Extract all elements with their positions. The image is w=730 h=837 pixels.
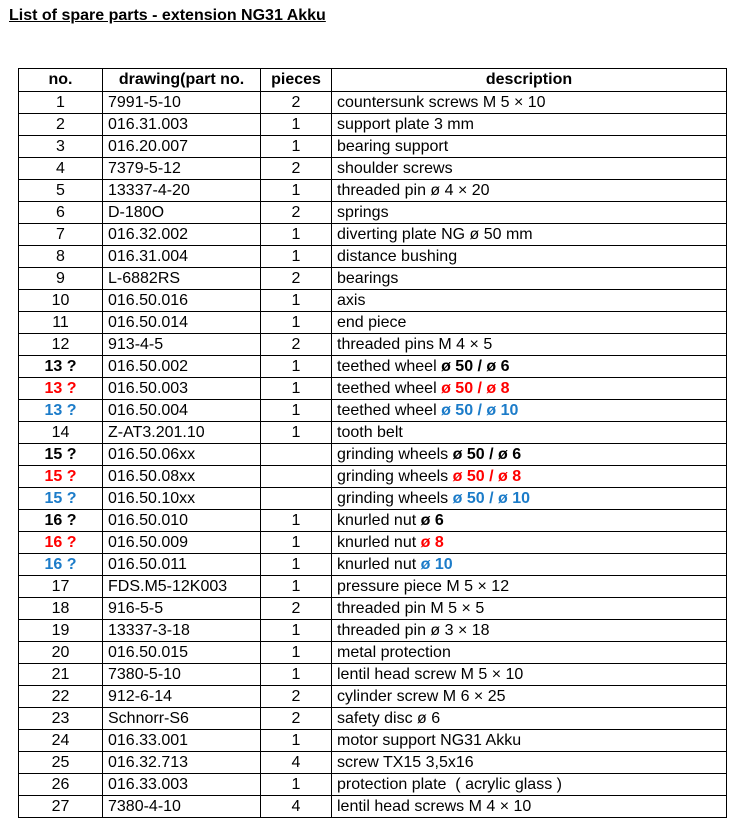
cell-description	[332, 180, 727, 202]
cell-description	[332, 598, 727, 620]
cell-description	[332, 114, 727, 136]
cell-pieces: 1	[261, 510, 332, 532]
cell-no: 3	[19, 136, 103, 158]
table-row	[19, 466, 727, 488]
cell-part-no: 016.50.08xx	[103, 466, 261, 488]
description-text: countersunk screws M 5 × 10	[337, 93, 546, 111]
cell-no: 8	[19, 246, 103, 268]
cell-no: 16 ?	[19, 532, 103, 554]
cell-no: 15 ?	[19, 466, 103, 488]
cell-part-no: 13337-3-18	[103, 620, 261, 642]
cell-part-no: 016.33.001	[103, 730, 261, 752]
cell-part-no: D-180O	[103, 202, 261, 224]
cell-description	[332, 664, 727, 686]
cell-part-no: 016.20.007	[103, 136, 261, 158]
cell-description	[332, 202, 727, 224]
description-text: grinding wheels	[337, 467, 453, 485]
cell-no: 10	[19, 290, 103, 312]
cell-no: 24	[19, 730, 103, 752]
cell-no: 26	[19, 774, 103, 796]
cell-pieces: 1	[261, 312, 332, 334]
cell-pieces: 2	[261, 334, 332, 356]
cell-no: 16 ?	[19, 554, 103, 576]
table-body	[19, 92, 727, 818]
cell-part-no: 016.31.004	[103, 246, 261, 268]
column-header-part-no: drawing(part no.	[103, 69, 261, 92]
description-size-highlight: ø 50 / ø 10	[452, 489, 530, 507]
cell-pieces: 4	[261, 752, 332, 774]
cell-part-no: 016.50.011	[103, 554, 261, 576]
table-row	[19, 92, 727, 114]
description-text: grinding wheels	[337, 445, 453, 463]
description-text: bearings	[337, 269, 399, 287]
table-row	[19, 708, 727, 730]
table-row	[19, 136, 727, 158]
description-text: cylinder screw M 6 × 25	[337, 687, 506, 705]
cell-description	[332, 686, 727, 708]
cell-part-no: 016.31.003	[103, 114, 261, 136]
description-text: motor support NG31 Akku	[337, 731, 522, 749]
table-row	[19, 532, 727, 554]
cell-part-no: Z-AT3.201.10	[103, 422, 261, 444]
description-text: teethed wheel	[337, 401, 442, 419]
cell-part-no: L-6882RS	[103, 268, 261, 290]
cell-description	[332, 290, 727, 312]
spare-parts-table	[18, 68, 727, 818]
cell-pieces: 1	[261, 180, 332, 202]
cell-part-no: 016.50.015	[103, 642, 261, 664]
description-text: knurled nut	[337, 511, 421, 529]
description-text: springs	[337, 203, 389, 221]
cell-description	[332, 400, 727, 422]
table-row	[19, 686, 727, 708]
cell-part-no: 016.50.06xx	[103, 444, 261, 466]
cell-part-no: FDS.M5-12K003	[103, 576, 261, 598]
cell-pieces: 1	[261, 730, 332, 752]
cell-description	[332, 510, 727, 532]
cell-pieces: 1	[261, 114, 332, 136]
cell-no: 21	[19, 664, 103, 686]
cell-description	[332, 796, 727, 818]
cell-pieces: 1	[261, 246, 332, 268]
cell-description	[332, 554, 727, 576]
cell-no: 5	[19, 180, 103, 202]
cell-pieces: 2	[261, 202, 332, 224]
table-row	[19, 180, 727, 202]
cell-description	[332, 422, 727, 444]
description-text: end piece	[337, 313, 407, 331]
table-row	[19, 554, 727, 576]
cell-part-no: 912-6-14	[103, 686, 261, 708]
cell-part-no: 016.50.010	[103, 510, 261, 532]
cell-no: 2	[19, 114, 103, 136]
cell-pieces: 1	[261, 664, 332, 686]
cell-pieces: 1	[261, 642, 332, 664]
cell-description	[332, 774, 727, 796]
cell-part-no: 916-5-5	[103, 598, 261, 620]
description-size-highlight: ø 50 / ø 6	[441, 357, 510, 375]
cell-pieces: 1	[261, 422, 332, 444]
cell-description	[332, 334, 727, 356]
table-row	[19, 334, 727, 356]
cell-pieces: 2	[261, 686, 332, 708]
table-row	[19, 422, 727, 444]
cell-no: 17	[19, 576, 103, 598]
cell-part-no: 913-4-5	[103, 334, 261, 356]
cell-no: 15 ?	[19, 488, 103, 510]
description-text: threaded pins M 4 × 5	[337, 335, 493, 353]
cell-no: 11	[19, 312, 103, 334]
cell-description	[332, 708, 727, 730]
description-text: metal protection	[337, 643, 451, 661]
document-title: List of spare parts - extension NG31 Akku	[9, 7, 326, 24]
cell-no: 23	[19, 708, 103, 730]
cell-no: 19	[19, 620, 103, 642]
description-text: tooth belt	[337, 423, 403, 441]
description-text: screw TX15 3,5x16	[337, 753, 474, 771]
table-row	[19, 400, 727, 422]
cell-no: 13 ?	[19, 378, 103, 400]
cell-pieces: 1	[261, 290, 332, 312]
table-row	[19, 796, 727, 818]
description-text: threaded pin M 5 × 5	[337, 599, 485, 617]
cell-part-no: 7380-4-10	[103, 796, 261, 818]
cell-pieces: 2	[261, 708, 332, 730]
cell-no: 27	[19, 796, 103, 818]
cell-part-no: 016.50.014	[103, 312, 261, 334]
cell-no: 12	[19, 334, 103, 356]
cell-part-no: 016.50.003	[103, 378, 261, 400]
cell-no: 7	[19, 224, 103, 246]
cell-pieces: 2	[261, 158, 332, 180]
table-row	[19, 576, 727, 598]
table-row	[19, 312, 727, 334]
cell-description	[332, 752, 727, 774]
cell-description	[332, 224, 727, 246]
cell-pieces: 1	[261, 400, 332, 422]
cell-no: 16 ?	[19, 510, 103, 532]
description-text: axis	[337, 291, 366, 309]
cell-description	[332, 532, 727, 554]
description-size-highlight: ø 50 / ø 10	[441, 401, 519, 419]
cell-no: 18	[19, 598, 103, 620]
table-row	[19, 730, 727, 752]
table-row	[19, 158, 727, 180]
table-row	[19, 224, 727, 246]
description-size-highlight: ø 6	[420, 511, 444, 529]
cell-pieces: 1	[261, 620, 332, 642]
cell-no: 15 ?	[19, 444, 103, 466]
cell-part-no: 016.50.002	[103, 356, 261, 378]
cell-pieces: 2	[261, 92, 332, 114]
cell-pieces: 1	[261, 378, 332, 400]
description-text: knurled nut	[337, 555, 421, 573]
table-row	[19, 268, 727, 290]
cell-part-no: 016.50.004	[103, 400, 261, 422]
cell-part-no: 016.32.713	[103, 752, 261, 774]
column-header-no: no.	[19, 69, 103, 92]
description-text: teethed wheel	[337, 379, 442, 397]
cell-no: 22	[19, 686, 103, 708]
cell-pieces: 4	[261, 796, 332, 818]
cell-description	[332, 268, 727, 290]
table-row	[19, 246, 727, 268]
cell-description	[332, 642, 727, 664]
description-text: diverting plate NG ø 50 mm	[337, 225, 533, 243]
description-text: distance bushing	[337, 247, 458, 265]
table-row	[19, 356, 727, 378]
table-row	[19, 598, 727, 620]
table-row	[19, 290, 727, 312]
cell-description	[332, 312, 727, 334]
cell-pieces: 1	[261, 532, 332, 554]
description-size-highlight: ø 50 / ø 8	[441, 379, 510, 397]
table-row	[19, 774, 727, 796]
cell-pieces: 1	[261, 554, 332, 576]
description-text: grinding wheels	[337, 489, 453, 507]
description-text: pressure piece M 5 × 12	[337, 577, 510, 595]
cell-pieces: 2	[261, 268, 332, 290]
cell-part-no: 7380-5-10	[103, 664, 261, 686]
cell-description	[332, 136, 727, 158]
table-row	[19, 642, 727, 664]
cell-pieces: 1	[261, 576, 332, 598]
cell-description	[332, 444, 727, 466]
description-text: support plate 3 mm	[337, 115, 474, 133]
cell-description	[332, 576, 727, 598]
cell-part-no: 13337-4-20	[103, 180, 261, 202]
description-text: safety disc ø 6	[337, 709, 441, 727]
cell-description	[332, 246, 727, 268]
cell-description	[332, 488, 727, 510]
cell-description	[332, 158, 727, 180]
description-text: teethed wheel	[337, 357, 442, 375]
cell-part-no: 016.50.009	[103, 532, 261, 554]
description-text: threaded pin ø 4 × 20	[337, 181, 490, 199]
cell-part-no: 7379-5-12	[103, 158, 261, 180]
description-text: bearing support	[337, 137, 449, 155]
cell-pieces	[261, 488, 332, 510]
column-header-pieces: pieces	[261, 69, 332, 92]
cell-description	[332, 92, 727, 114]
table-row	[19, 114, 727, 136]
cell-description	[332, 356, 727, 378]
table-row	[19, 378, 727, 400]
description-text: threaded pin ø 3 × 18	[337, 621, 490, 639]
cell-pieces: 1	[261, 136, 332, 158]
table-header-row	[19, 69, 727, 92]
description-text: shoulder screws	[337, 159, 453, 177]
description-text: protection plate ( acrylic glass )	[337, 775, 562, 793]
description-text: lentil head screw M 5 × 10	[337, 665, 524, 683]
cell-part-no: 016.32.002	[103, 224, 261, 246]
cell-no: 1	[19, 92, 103, 114]
cell-no: 9	[19, 268, 103, 290]
cell-no: 20	[19, 642, 103, 664]
table-row	[19, 444, 727, 466]
cell-pieces	[261, 444, 332, 466]
cell-part-no: 016.33.003	[103, 774, 261, 796]
cell-no: 4	[19, 158, 103, 180]
table-row	[19, 510, 727, 532]
cell-pieces: 1	[261, 224, 332, 246]
cell-part-no: Schnorr-S6	[103, 708, 261, 730]
table-row	[19, 202, 727, 224]
cell-no: 13 ?	[19, 400, 103, 422]
description-text: knurled nut	[337, 533, 421, 551]
cell-description	[332, 378, 727, 400]
cell-pieces: 1	[261, 356, 332, 378]
description-size-highlight: ø 50 / ø 6	[452, 445, 522, 463]
cell-part-no: 016.50.10xx	[103, 488, 261, 510]
cell-no: 13 ?	[19, 356, 103, 378]
description-size-highlight: ø 8	[420, 533, 444, 551]
description-text: lentil head screws M 4 × 10	[337, 797, 532, 815]
column-header-description: description	[332, 69, 727, 92]
cell-no: 14	[19, 422, 103, 444]
cell-no: 25	[19, 752, 103, 774]
cell-pieces: 2	[261, 598, 332, 620]
table-row	[19, 752, 727, 774]
table-row	[19, 664, 727, 686]
cell-no: 6	[19, 202, 103, 224]
description-size-highlight: ø 10	[420, 555, 453, 573]
cell-pieces: 1	[261, 774, 332, 796]
table-row	[19, 488, 727, 510]
cell-description	[332, 730, 727, 752]
cell-part-no: 016.50.016	[103, 290, 261, 312]
description-size-highlight: ø 50 / ø 8	[452, 467, 522, 485]
cell-pieces	[261, 466, 332, 488]
cell-part-no: 7991-5-10	[103, 92, 261, 114]
cell-description	[332, 620, 727, 642]
table-row	[19, 620, 727, 642]
cell-description	[332, 466, 727, 488]
